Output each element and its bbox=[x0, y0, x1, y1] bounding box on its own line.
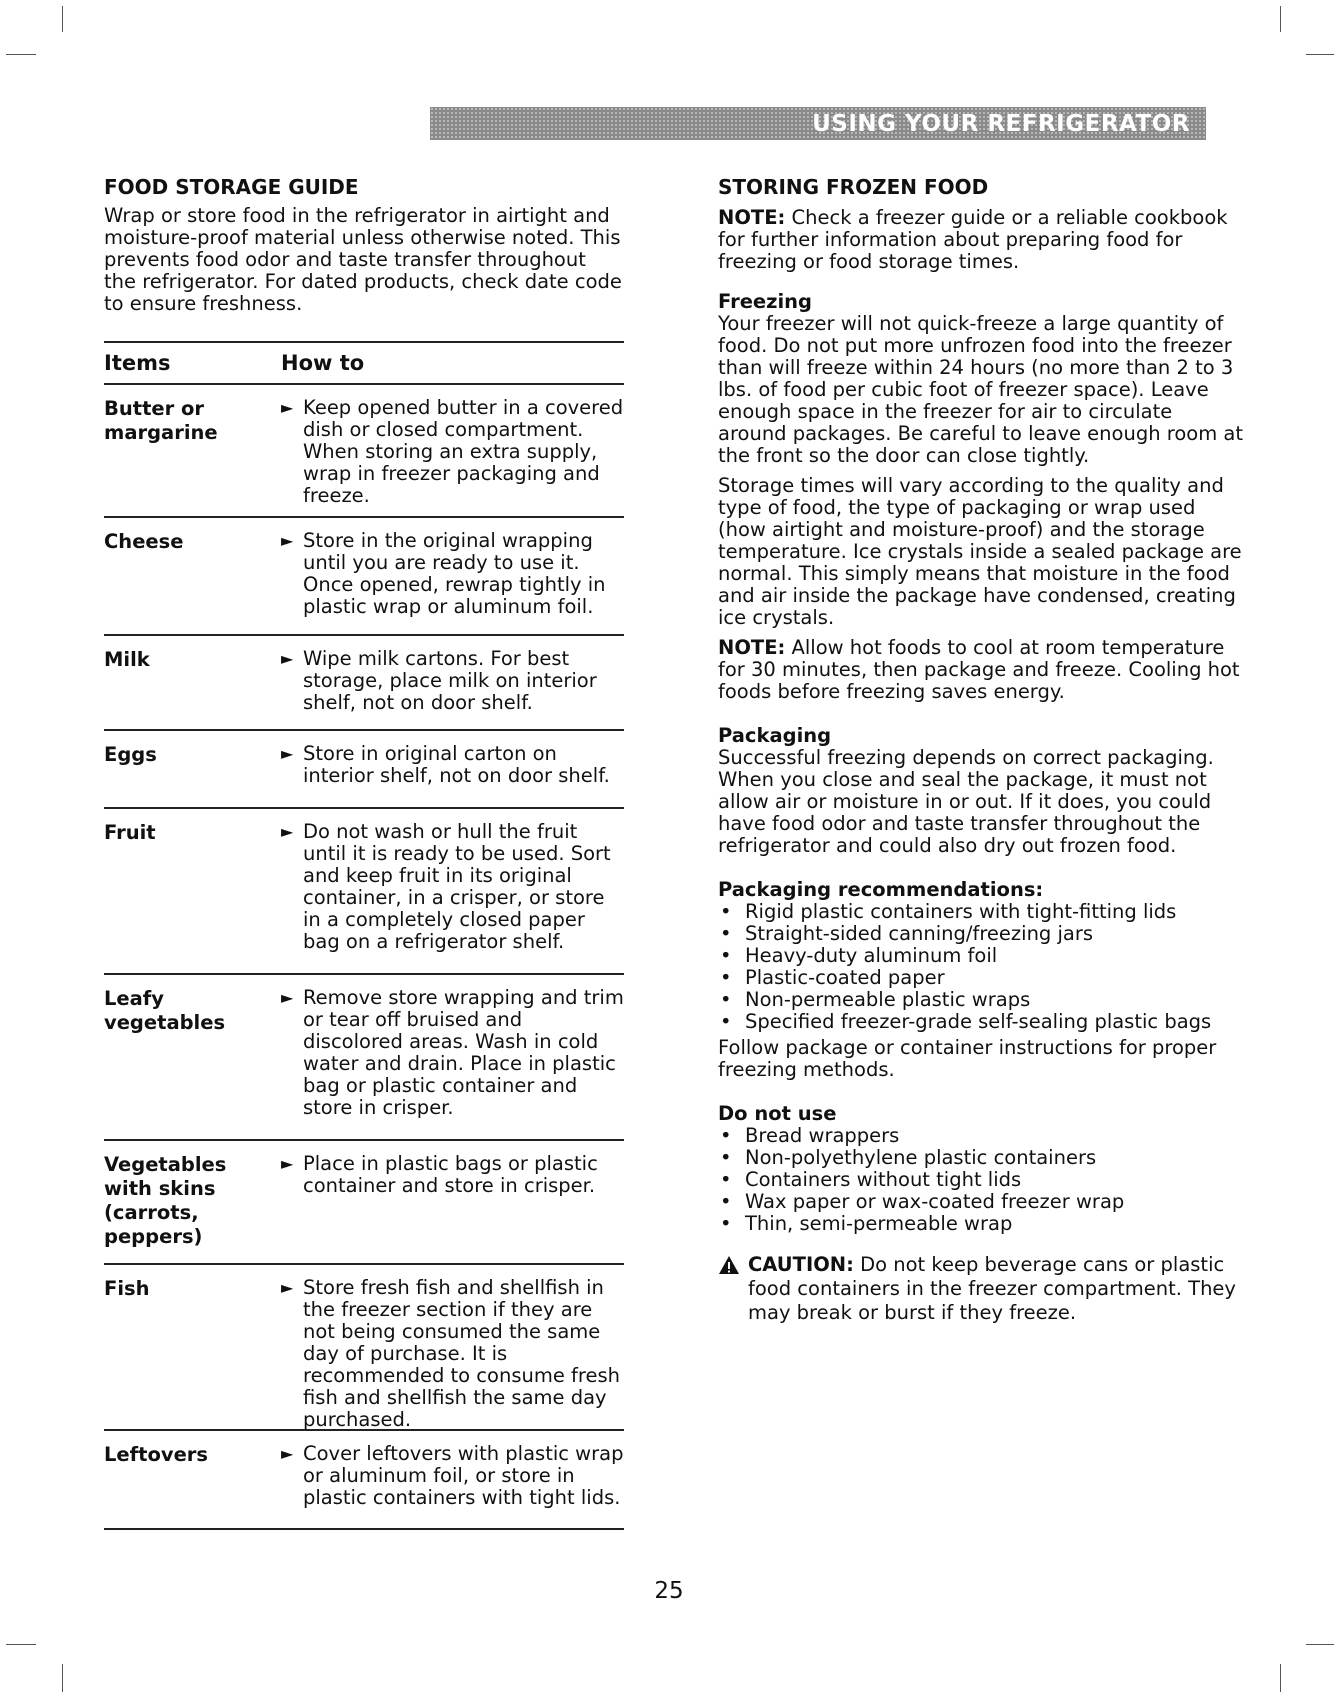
item-instructions: Place in plastic bags or plastic container and store in crisper. bbox=[303, 1152, 598, 1197]
bullet-icon: • bbox=[720, 900, 732, 923]
warning-triangle-icon bbox=[718, 1253, 748, 1325]
list-item: • Straight-sided canning/freezing jars bbox=[720, 922, 1094, 945]
page-number: 25 bbox=[654, 1578, 684, 1604]
bullet-icon: • bbox=[720, 1168, 732, 1191]
list-item: • Rigid plastic containers with tight-fitting lids bbox=[720, 900, 1177, 923]
caution-label: CAUTION: bbox=[748, 1253, 854, 1276]
bullet-icon: • bbox=[720, 944, 732, 967]
item-instructions: Store fresh fish and shellfish in the freezer section if they are not being consumed the same day of purchase. It is recommended to consume fresh fish and shellfish the same day purchased. bbox=[303, 1276, 620, 1431]
arrow-icon: ► bbox=[281, 822, 294, 841]
do-not-use-heading: Do not use bbox=[718, 1102, 837, 1125]
follow-instructions-text: Follow package or container instructions for proper freezing methods. bbox=[718, 1036, 1217, 1081]
list-item: • Bread wrappers bbox=[720, 1124, 900, 1147]
freezing-paragraph-1: Your freezer will not quick-freeze a large quantity of food. Do not put more unfrozen food into the freezer than will freeze within 24 hours (no more than 2 to 3 lbs. of food per cubic foot of freezer space). Leave enough space in the freezer for air to circulate around packages. Be careful to leave enough room at the front so the door can close tightly. bbox=[718, 312, 1244, 467]
note-freezer-guide bbox=[718, 207, 1243, 273]
bullet-icon: • bbox=[720, 966, 732, 989]
table-row-milk bbox=[104, 636, 624, 731]
header-title: USING YOUR REFRIGERATOR bbox=[812, 110, 1190, 137]
packaging-recommendations-heading: Packaging recommendations: bbox=[718, 878, 1044, 901]
freezing-paragraph-2: Storage times will vary according to the quality and type of food, the type of packaging or wrap used (how airtight and moisture-proof) and the storage temperature. Ice crystals inside a sealed package are normal. This simply means that moisture in the food and air inside the package have condensed, creating ice crystals. bbox=[718, 474, 1242, 629]
arrow-icon: ► bbox=[281, 988, 294, 1007]
table-row-vegetables-with-skins bbox=[104, 1141, 624, 1265]
item-instructions: Keep opened butter in a covered dish or closed compartment. When storing an extra supply, wrap in freezer packaging and freeze. bbox=[303, 396, 624, 507]
food-storage-guide-title: FOOD STORAGE GUIDE bbox=[104, 175, 359, 199]
arrow-icon: ► bbox=[281, 398, 294, 417]
table-row-leafy-vegetables bbox=[104, 975, 624, 1141]
storing-frozen-food-column bbox=[718, 175, 1243, 1325]
item-instructions: Wipe milk cartons. For best storage, place milk on interior shelf, not on door shelf. bbox=[303, 647, 597, 714]
table-row-eggs bbox=[104, 731, 624, 809]
bullet-icon: • bbox=[720, 1212, 732, 1235]
arrow-icon: ► bbox=[281, 1444, 294, 1463]
food-storage-intro: Wrap or store food in the refrigerator in airtight and moisture-proof material unless otherwise noted. This prevents food odor and taste transfer throughout the refrigerator. For dated products, check date code to ensure freshness. bbox=[104, 204, 622, 315]
item-instructions: Store in original carton on interior shelf, not on door shelf. bbox=[303, 742, 610, 787]
arrow-icon: ► bbox=[281, 1278, 294, 1297]
bullet-icon: • bbox=[720, 988, 732, 1011]
list-item: • Thin, semi-permeable wrap bbox=[720, 1212, 1013, 1235]
column-header-how-to: How to bbox=[281, 351, 365, 375]
table-row-cheese bbox=[104, 518, 624, 636]
header-bar bbox=[430, 107, 1206, 140]
list-item: • Non-polyethylene plastic containers bbox=[720, 1146, 1097, 1169]
note-label: NOTE: bbox=[718, 636, 786, 659]
item-label: Fish bbox=[104, 1277, 150, 1300]
list-item: • Non-permeable plastic wraps bbox=[720, 988, 1031, 1011]
note-cooling bbox=[718, 637, 1243, 703]
food-storage-table bbox=[104, 341, 624, 1530]
bullet-icon: • bbox=[720, 1146, 732, 1169]
item-label: Milk bbox=[104, 648, 150, 671]
crop-mark-top-right-v bbox=[1280, 6, 1281, 32]
list-item: • Specified freezer-grade self-sealing plastic bags bbox=[720, 1010, 1212, 1033]
table-header bbox=[104, 343, 624, 385]
crop-mark-bottom-left-v bbox=[62, 1664, 63, 1692]
arrow-icon: ► bbox=[281, 1154, 294, 1173]
item-label: Leftovers bbox=[104, 1443, 209, 1466]
item-label: Leafy vegetables bbox=[104, 987, 226, 1034]
crop-mark-top-left-v bbox=[62, 6, 63, 32]
item-instructions: Do not wash or hull the fruit until it is ready to be used. Sort and keep fruit in its original container, in a crisper, or store in a completely closed paper bag on a refrigerator shelf. bbox=[303, 820, 611, 953]
item-label: Eggs bbox=[104, 743, 157, 766]
table-row-leftovers bbox=[104, 1431, 624, 1530]
list-item: • Wax paper or wax-coated freezer wrap bbox=[720, 1190, 1125, 1213]
note-text: Check a freezer guide or a reliable cookbook for further information about preparing food for freezing or food storage times. bbox=[718, 206, 1228, 273]
caution-text-block bbox=[748, 1253, 1243, 1325]
note-text: Allow hot foods to cool at room temperature for 30 minutes, then package and freeze. Cooling hot foods before freezing saves energy. bbox=[718, 636, 1240, 703]
crop-mark-top-left-h bbox=[6, 54, 36, 55]
crop-mark-bottom-right-h bbox=[1306, 1644, 1334, 1645]
crop-mark-top-right-h bbox=[1306, 54, 1334, 55]
arrow-icon: ► bbox=[281, 744, 294, 763]
arrow-icon: ► bbox=[281, 531, 294, 550]
list-item: • Plastic-coated paper bbox=[720, 966, 945, 989]
packaging-heading: Packaging bbox=[718, 724, 832, 747]
list-item: • Heavy-duty aluminum foil bbox=[720, 944, 998, 967]
caution-notice bbox=[718, 1253, 1243, 1325]
note-label: NOTE: bbox=[718, 206, 786, 229]
packaging-paragraph: Successful freezing depends on correct packaging. When you close and seal the package, it must not allow air or moisture in or out. If it does, you could have food odor and taste transfer throughout the refrigerator and could also dry out frozen food. bbox=[718, 746, 1214, 857]
bullet-icon: • bbox=[720, 1010, 732, 1033]
item-instructions: Store in the original wrapping until you are ready to use it. Once opened, rewrap tightly in plastic wrap or aluminum foil. bbox=[303, 529, 606, 618]
table-row-fruit bbox=[104, 809, 624, 975]
crop-mark-bottom-right-v bbox=[1280, 1664, 1281, 1692]
bullet-icon: • bbox=[720, 1124, 732, 1147]
storing-frozen-food-title: STORING FROZEN FOOD bbox=[718, 175, 989, 199]
item-label: Vegetables with skins (carrots, peppers) bbox=[104, 1153, 227, 1248]
table-row-butter bbox=[104, 385, 624, 518]
do-not-use-list bbox=[718, 1125, 1243, 1235]
table-row-fish bbox=[104, 1265, 624, 1431]
list-item: • Containers without tight lids bbox=[720, 1168, 1022, 1191]
freezing-heading: Freezing bbox=[718, 290, 813, 313]
item-instructions: Cover leftovers with plastic wrap or aluminum foil, or store in plastic containers with tight lids. bbox=[303, 1442, 624, 1509]
column-header-items: Items bbox=[104, 351, 171, 375]
bullet-icon: • bbox=[720, 1190, 732, 1213]
arrow-icon: ► bbox=[281, 649, 294, 668]
caution-text: Do not keep beverage cans or plastic food containers in the freezer compartment. They may break or burst if they freeze. bbox=[748, 1253, 1236, 1324]
item-label: Fruit bbox=[104, 821, 156, 844]
item-instructions: Remove store wrapping and trim or tear off bruised and discolored areas. Wash in cold water and drain. Place in plastic bag or plastic container and store in crisper. bbox=[303, 986, 624, 1119]
packaging-recommendations-list bbox=[718, 901, 1243, 1033]
crop-mark-bottom-left-h bbox=[6, 1644, 36, 1645]
food-storage-guide-column bbox=[104, 175, 624, 1530]
item-label: Butter or margarine bbox=[104, 397, 218, 444]
bullet-icon: • bbox=[720, 922, 732, 945]
item-label: Cheese bbox=[104, 530, 184, 553]
